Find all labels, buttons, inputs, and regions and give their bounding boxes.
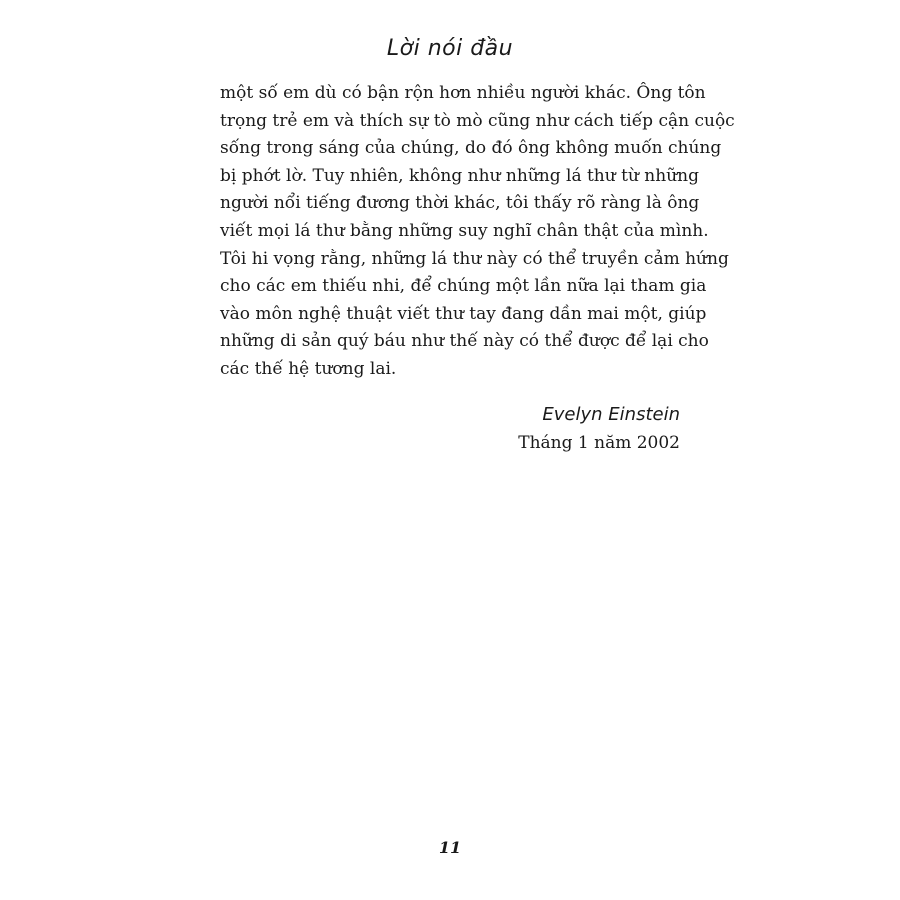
signature-block [518,401,680,457]
text-line: bị phớt lờ. Tuy nhiên, không như những lá thư từ những [220,165,699,186]
text-line: một số em dù có bận rộn hơn nhiều người khác. Ông tôn [220,83,706,103]
signature-date: Tháng 1 năm 2002 [518,433,680,453]
text-line: những di sản quý báu như thế này có thể được để lại cho [220,331,709,352]
body-text [220,80,735,384]
chapter-title: Lời nói đầu [386,36,514,61]
text-line: cho các em thiếu nhi, để chúng một lần nữa lại tham gia [220,276,707,297]
text-line: người nổi tiếng đương thời khác, tôi thấy rõ ràng là ông [220,193,700,214]
page-number: 11 [438,838,462,857]
text-line: trọng trẻ em và thích sự tò mò cũng như cách tiếp cận cuộc [220,110,735,131]
signature-name: Evelyn Einstein [542,404,680,425]
text-line: các thế hệ tương lai. [220,358,397,379]
text-line: Tôi hi vọng rằng, những lá thư này có thể truyền cảm hứng [220,248,729,269]
text-line: sống trong sáng của chúng, do đó ông không muốn chúng [220,138,722,159]
text-line: viết mọi lá thư bằng những suy nghĩ chân thật của mình. [220,220,709,241]
text-line: vào môn nghệ thuật viết thư tay đang dần mai một, giúp [220,303,707,324]
